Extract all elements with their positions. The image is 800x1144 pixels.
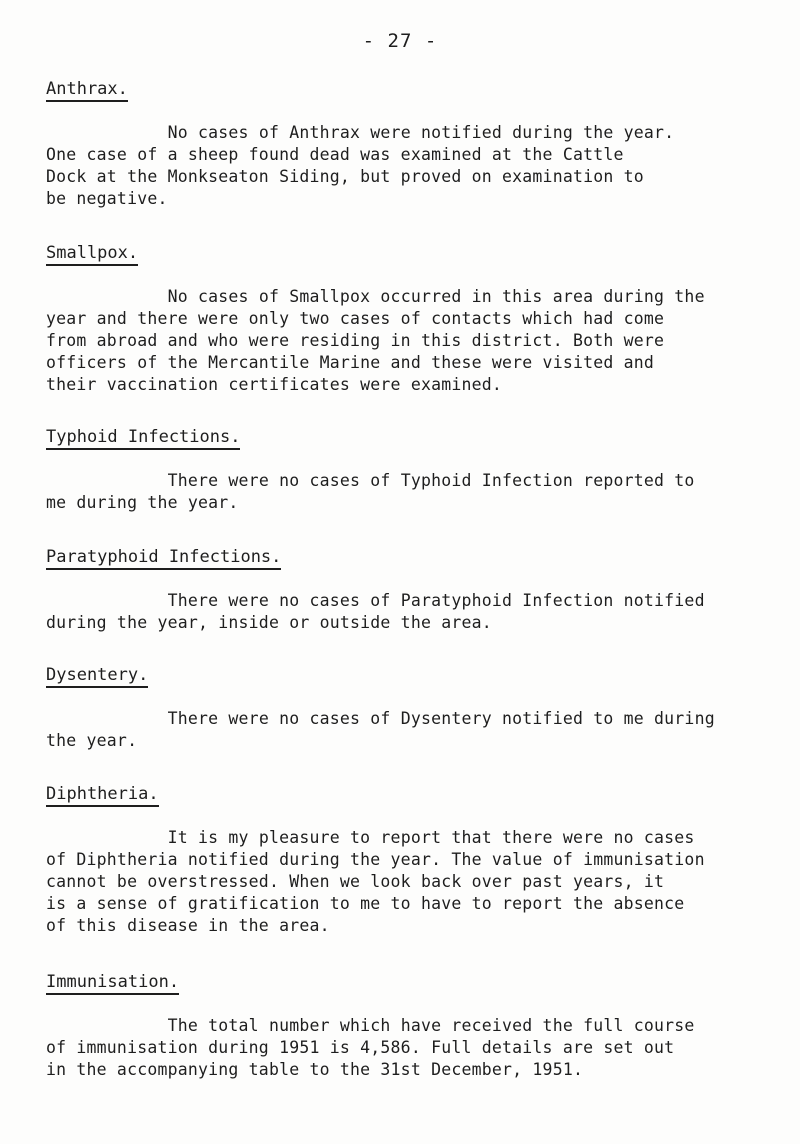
- section-heading-typhoid: Typhoid Infections.: [46, 426, 240, 450]
- section-diphtheria: [46, 783, 786, 937]
- section-text-smallpox: No cases of Smallpox occurred in this area during the year and there were only two cases of contacts which had come from abroad and who were residing in this district. Both were officers of the Mercantile Marine and these were visited and their vaccination certificates were examined.: [46, 287, 705, 394]
- section-dysentery: [46, 664, 786, 752]
- section-heading-smallpox: Smallpox.: [46, 242, 138, 266]
- section-anthrax: [46, 78, 786, 210]
- section-heading-anthrax: Anthrax.: [46, 78, 128, 102]
- section-heading-diphtheria: Diphtheria.: [46, 783, 159, 807]
- section-immunisation: [46, 971, 786, 1081]
- section-typhoid: [46, 426, 786, 514]
- document-body: [46, 78, 786, 1081]
- section-paratyphoid: [46, 546, 786, 634]
- section-heading-immunisation: Immunisation.: [46, 971, 179, 995]
- section-text-anthrax: No cases of Anthrax were notified during the year. One case of a sheep found dead was examined at the Cattle Dock at the Monkseaton Siding, but proved on examination to be negative.: [46, 123, 675, 208]
- page-number: - 27 -: [362, 30, 438, 52]
- section-text-paratyphoid: There were no cases of Paratyphoid Infection notified during the year, inside or outside the area.: [46, 591, 705, 632]
- section-heading-paratyphoid: Paratyphoid Infections.: [46, 546, 281, 570]
- section-heading-dysentery: Dysentery.: [46, 664, 148, 688]
- section-text-immunisation: The total number which have received the full course of immunisation during 1951 is 4,586. Full details are set out in the accompanying table to the 31st December, 1951.: [46, 1016, 695, 1079]
- section-smallpox: [46, 242, 786, 396]
- section-text-diphtheria: It is my pleasure to report that there were no cases of Diphtheria notified during the year. The value of immunisation cannot be overstressed. When we look back over past years, it is a sense of gratification to me to have to report the absence of this disease in the area.: [46, 828, 705, 935]
- section-text-typhoid: There were no cases of Typhoid Infection reported to me during the year.: [46, 471, 695, 512]
- section-text-dysentery: There were no cases of Dysentery notified to me during the year.: [46, 709, 715, 750]
